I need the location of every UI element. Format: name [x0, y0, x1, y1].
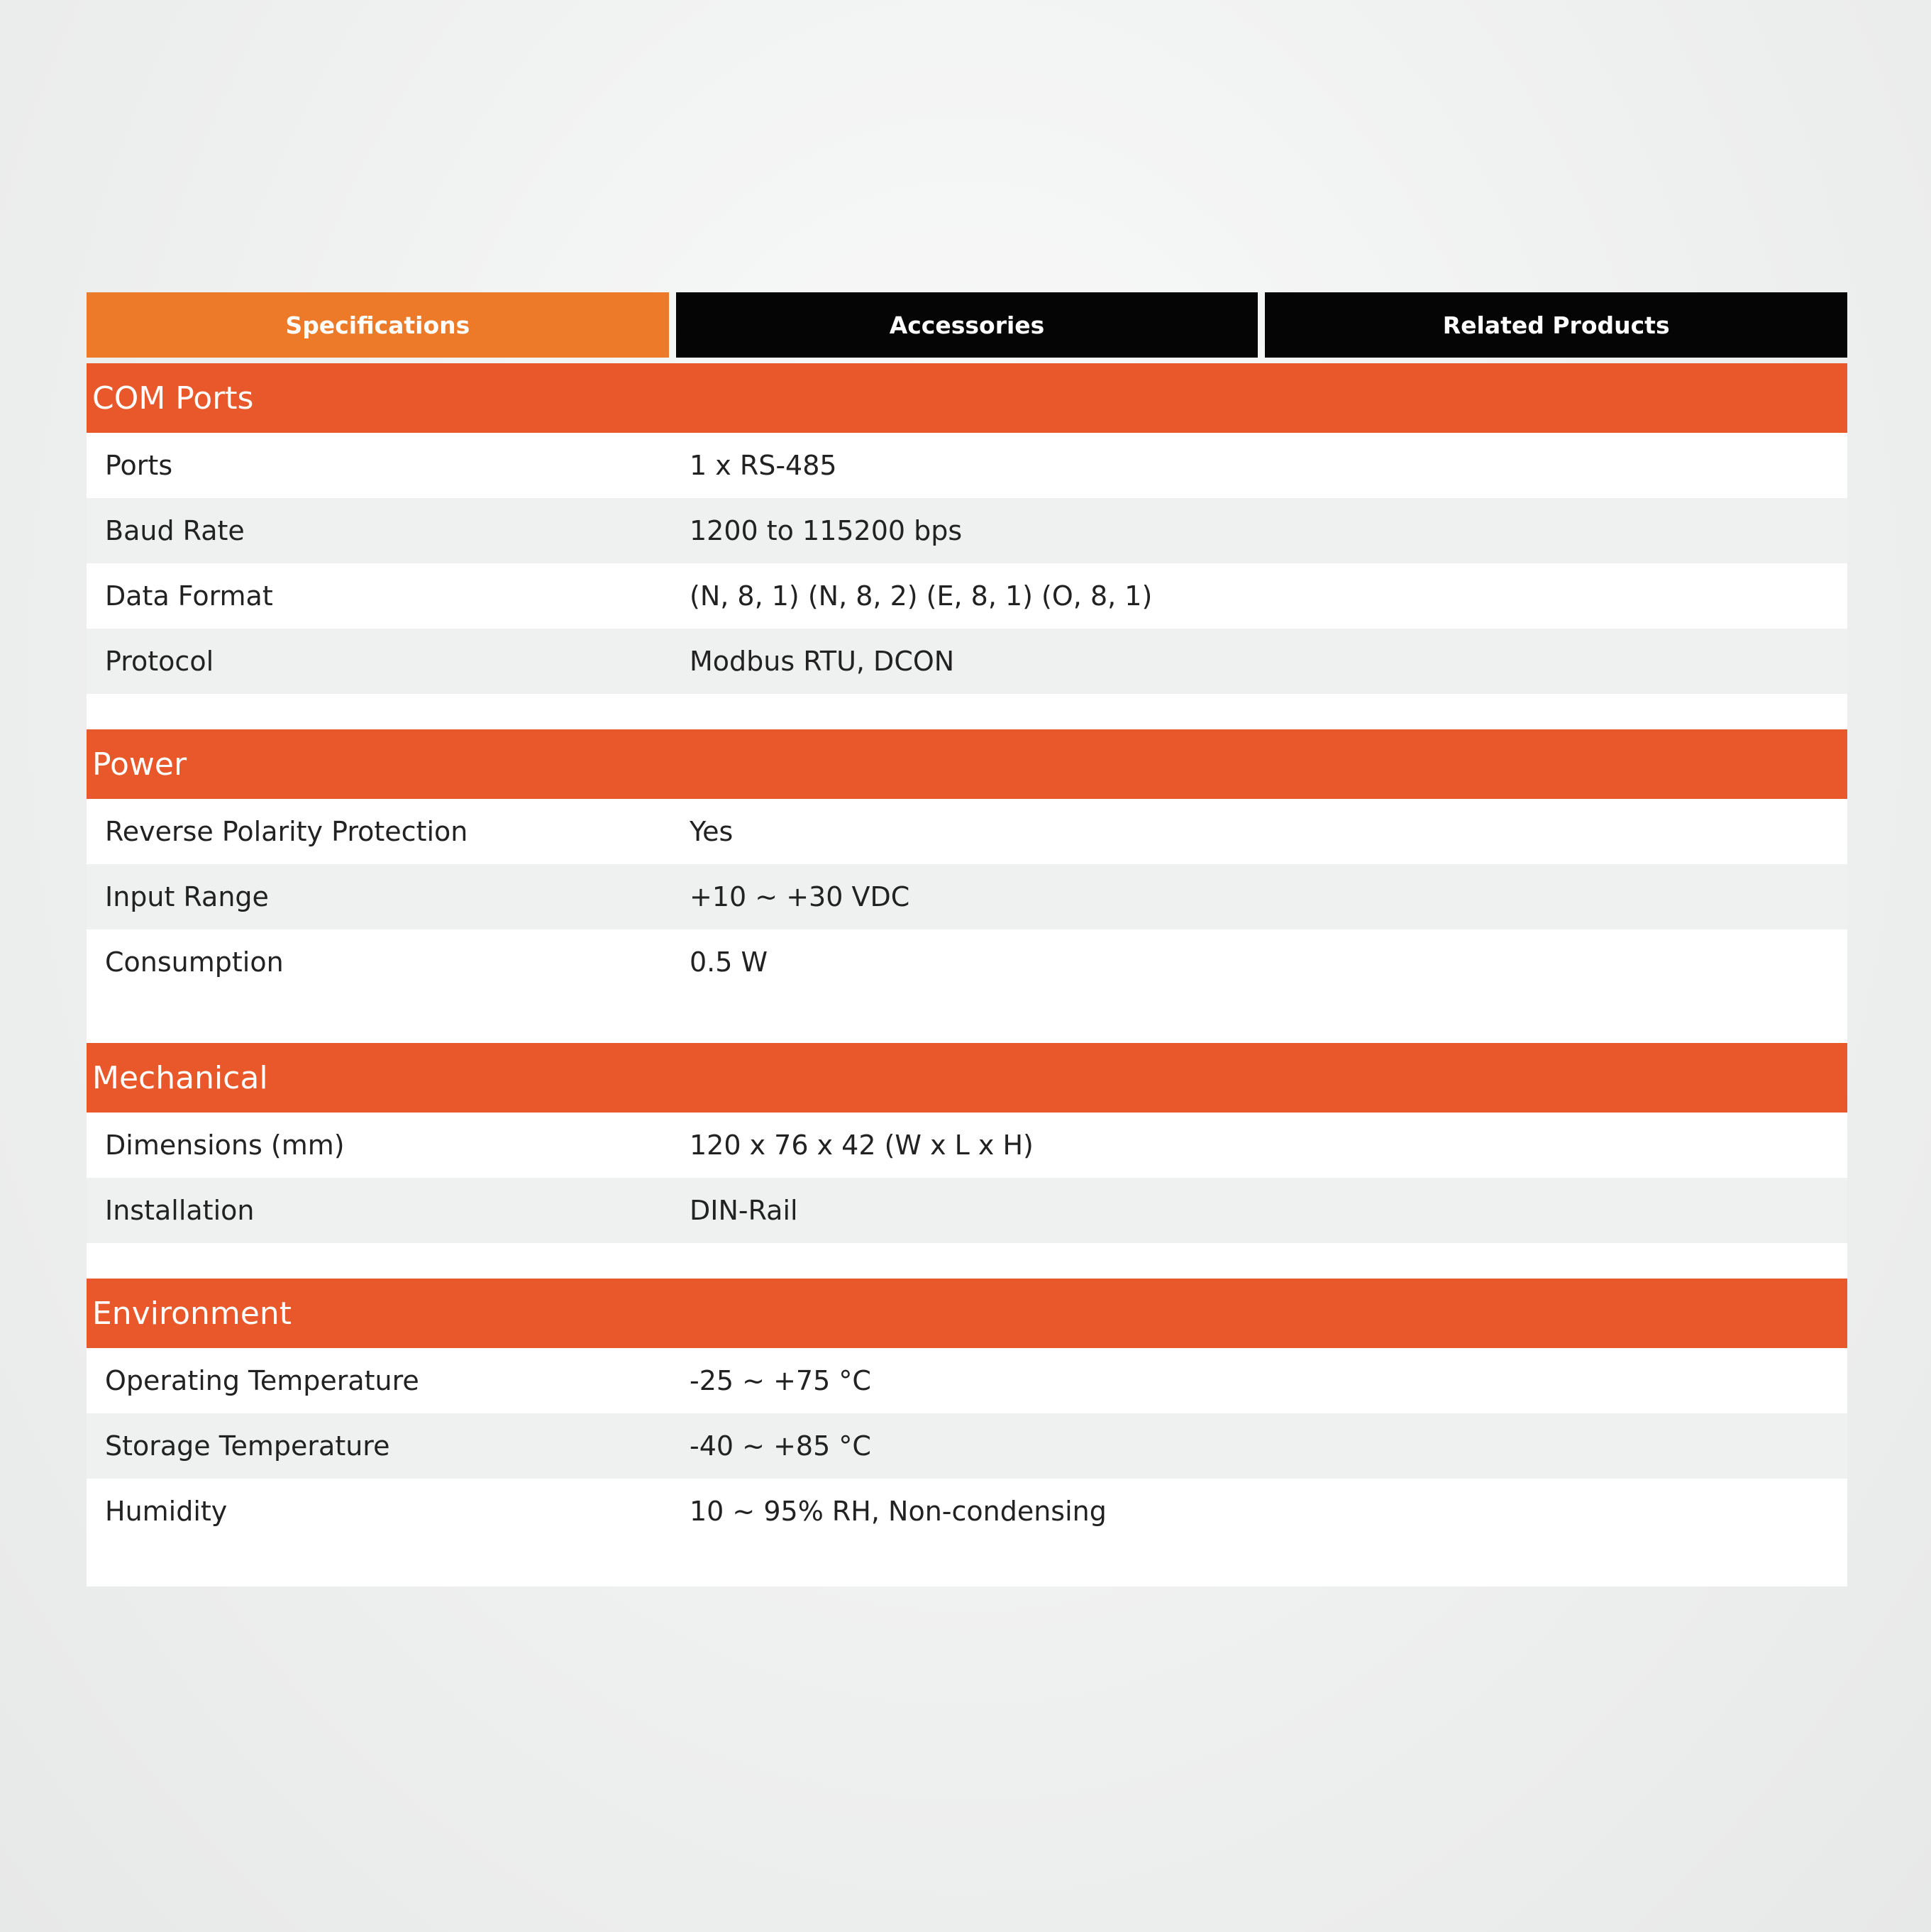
section-com-ports	[87, 363, 1847, 729]
tab-specifications[interactable]: Specifications	[87, 292, 669, 358]
table-row	[87, 929, 1847, 995]
spec-value: (N, 8, 1) (N, 8, 2) (E, 8, 1) (O, 8, 1)	[690, 580, 1153, 612]
spec-label: Input Range	[105, 881, 269, 912]
table-row	[87, 629, 1847, 694]
spec-label: Protocol	[105, 646, 214, 677]
table-row	[87, 498, 1847, 563]
table-row	[87, 1178, 1847, 1243]
spec-value: 120 x 76 x 42 (W x L x H)	[690, 1130, 1034, 1161]
table-row	[87, 563, 1847, 629]
section-spacer	[87, 1544, 1847, 1586]
table-row	[87, 799, 1847, 864]
spec-value: DIN-Rail	[690, 1195, 798, 1226]
spec-value: Modbus RTU, DCON	[690, 646, 955, 677]
spec-label: Ports	[105, 450, 173, 481]
spec-label: Installation	[105, 1195, 255, 1226]
tab-bar	[87, 292, 1847, 358]
section-title: Environment	[87, 1279, 1847, 1348]
spec-value: 1 x RS-485	[690, 450, 837, 481]
spec-value: 1200 to 115200 bps	[690, 515, 963, 546]
spec-label: Dimensions (mm)	[105, 1130, 345, 1161]
section-power	[87, 729, 1847, 1043]
table-row	[87, 864, 1847, 929]
table-row	[87, 433, 1847, 498]
spec-label: Baud Rate	[105, 515, 245, 546]
tab-accessories[interactable]: Accessories	[676, 292, 1258, 358]
spec-label: Operating Temperature	[105, 1365, 419, 1396]
section-spacer	[87, 694, 1847, 729]
section-title: Power	[87, 729, 1847, 799]
tab-related-products[interactable]: Related Products	[1265, 292, 1847, 358]
section-spacer	[87, 995, 1847, 1043]
table-row	[87, 1479, 1847, 1544]
spec-value: +10 ~ +30 VDC	[690, 881, 910, 912]
spec-value: Yes	[690, 816, 734, 847]
section-title: COM Ports	[87, 363, 1847, 433]
table-row	[87, 1413, 1847, 1479]
section-environment	[87, 1279, 1847, 1586]
table-row	[87, 1113, 1847, 1178]
spec-label: Humidity	[105, 1496, 228, 1527]
spec-panel	[87, 292, 1847, 1586]
spec-label: Consumption	[105, 946, 284, 978]
spec-value: -25 ~ +75 °C	[690, 1365, 871, 1396]
section-mechanical	[87, 1043, 1847, 1279]
spec-label: Storage Temperature	[105, 1430, 390, 1462]
spec-label: Data Format	[105, 580, 273, 612]
section-title: Mechanical	[87, 1043, 1847, 1113]
spec-value: -40 ~ +85 °C	[690, 1430, 871, 1462]
table-row	[87, 1348, 1847, 1413]
spec-value: 10 ~ 95% RH, Non-condensing	[690, 1496, 1107, 1527]
spec-value: 0.5 W	[690, 946, 768, 978]
spec-label: Reverse Polarity Protection	[105, 816, 468, 847]
section-spacer	[87, 1243, 1847, 1279]
